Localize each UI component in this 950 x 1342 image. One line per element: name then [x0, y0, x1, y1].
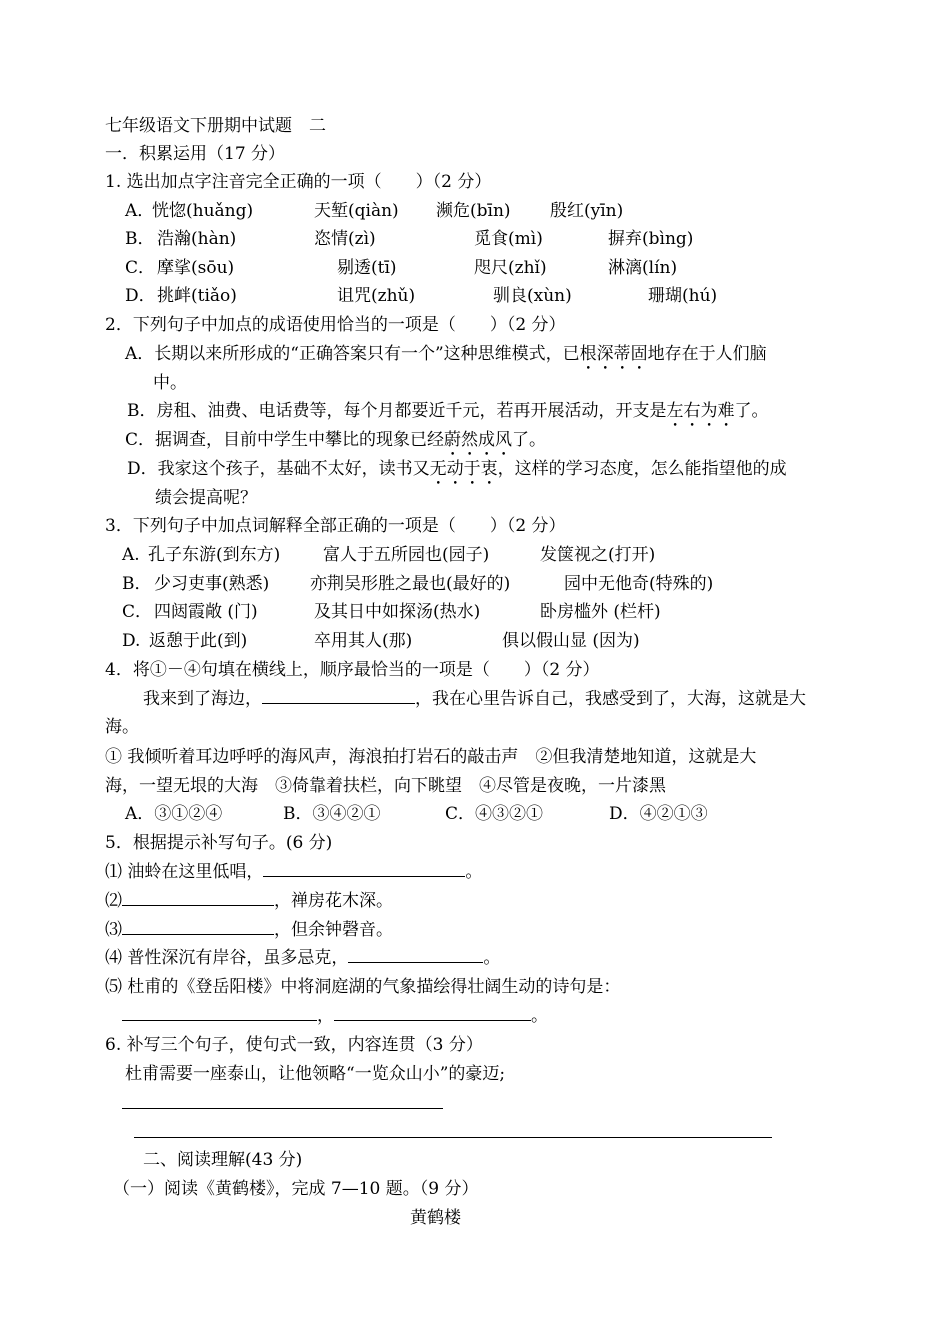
page-title: 七年级语文下册期中试题 二 [105, 116, 326, 136]
section-divider [134, 1137, 772, 1138]
reading-subheading: （一）阅读《黄鹤楼》，完成 7—10 题。（9 分） [113, 1179, 479, 1199]
q6-stem: 6. 补写三个句子，使句式一致，内容连贯（3 分） [105, 1035, 483, 1055]
answer-blank[interactable] [334, 1005, 531, 1021]
q2-option-a-cont: 中。 [153, 373, 187, 393]
passage-title: 黄鹤楼 [410, 1208, 461, 1228]
q2-option-c: C．据调查，目前中学生中攀比的现象已经蔚然成风了。 [125, 430, 547, 450]
q2-option-b: B．房租、油费、电话费等，每个月都要近千元，若再开展活动，开支是左右为难了。 [127, 401, 769, 421]
q3-row-b: B． 少习吏事(熟悉) 亦荆吴形胜之最也(最好的) 园中无他奇(特殊的) [122, 574, 714, 594]
q5-line-5: ⑸ 杜甫的《登岳阳楼》中将洞庭湖的气象描绘得壮阔生动的诗句是： [105, 977, 621, 997]
answer-blank[interactable] [348, 947, 483, 963]
q2-option-d-cont: 绩会提高呢？ [155, 488, 257, 508]
q4-sentences-line-1: ① 我倾听着耳边呼呼的海风声，海浪拍打岩石的敲击声 ②但我清楚地知道，这就是大 [105, 747, 757, 767]
q3-stem: 3．下列句子中加点词解释全部正确的一项是（ ）（2 分） [105, 516, 566, 536]
q5-line-1: ⑴ 油蛉在这里低唱， 。 [105, 862, 483, 882]
q4-stem: 4．将①－④句填在横线上，顺序最恰当的一项是（ ）（2 分） [105, 660, 600, 680]
answer-blank[interactable] [122, 919, 274, 935]
q2-dotted-idiom: 蔚然成风 [444, 430, 513, 450]
q5-line-4: ⑷ 普性深沉有岸谷，虽多忌克， 。 [105, 948, 501, 968]
q3-row-a: A. 孔子东游(到东方) 富人于五所园也(园子) 发箧视之(打开) [122, 545, 656, 565]
q6-prompt: 杜甫需要一座泰山，让他领略“一览众山小”的豪迈; [125, 1064, 506, 1084]
section-2-heading: 二、阅读理解(43 分) [143, 1150, 303, 1170]
q5-line-2: ⑵ ，禅房花木深。 [105, 891, 393, 911]
q2-option-d: D．我家这个孩子，基础不太好，读书又无动于衷，这样的学习态度，怎么能指望他的成 [127, 459, 787, 479]
answer-blank[interactable] [263, 861, 465, 877]
q2-dotted-idiom: 无动于衷 [429, 459, 498, 479]
q1-stem: 1. 选出加点字注音完全正确的一项（ ）（2 分） [105, 172, 492, 192]
q3-row-d: D. 返憩于此(到) 卒用其人(那) 俱以假山显 (因为) [122, 631, 640, 651]
q2-stem: 2．下列句子中加点的成语使用恰当的一项是（ ）（2 分） [105, 315, 566, 335]
q3-row-c: C． 四闼霞敞 (门) 及其日中如探汤(热水) 卧房槛外 (栏杆) [122, 602, 661, 622]
q2-option-a: A．长期以来所形成的“正确答案只有一个”这种思维模式，已根深蒂固地存在于人们脑 [125, 344, 767, 364]
q4-passage-line-2: 海。 [105, 717, 139, 737]
q1-row-a: A． 恍惚(huǎng) 天堑(qiàn) 濒危(bīn) 殷红(yīn) [125, 201, 624, 221]
q4-passage-line-1: 我来到了海边， ，我在心里告诉自己，我感受到了，大海，这就是大 [143, 689, 806, 709]
q1-row-b: B． 浩瀚(hàn) 恣情(zì) 觅食(mì) 摒弃(bìng) [125, 229, 694, 249]
q2-dotted-idiom: 左右为难 [666, 401, 735, 421]
q1-row-c: C． 摩挲(sōu) 剔透(tī) 咫尺(zhǐ) 淋漓(lín) [125, 258, 678, 278]
answer-blank[interactable] [122, 890, 274, 906]
q1-row-d: D． 挑衅(tiǎo) 诅咒(zhǔ) 驯良(xùn) 珊瑚(hú) [125, 286, 718, 306]
q4-options: A．③①②④ B．③④②① C．④③②① D．④②①③ [125, 804, 708, 824]
answer-blank[interactable] [122, 1005, 317, 1021]
q5-line-3: ⑶ ，但余钟磬音。 [105, 920, 393, 940]
q5-line-6: ， 。 [122, 1005, 548, 1027]
q2-dotted-idiom: 根深蒂固 [579, 344, 648, 364]
answer-blank[interactable] [262, 688, 415, 704]
section-1-heading: 一．积累运用（17 分） [105, 144, 286, 164]
q6-answer-line[interactable] [122, 1108, 443, 1109]
q4-sentences-line-2: 海，一望无垠的大海 ③倚靠着扶栏，向下眺望 ④尽管是夜晚，一片漆黑 [105, 776, 666, 796]
q5-stem: 5．根据提示补写句子。(6 分) [105, 833, 333, 853]
